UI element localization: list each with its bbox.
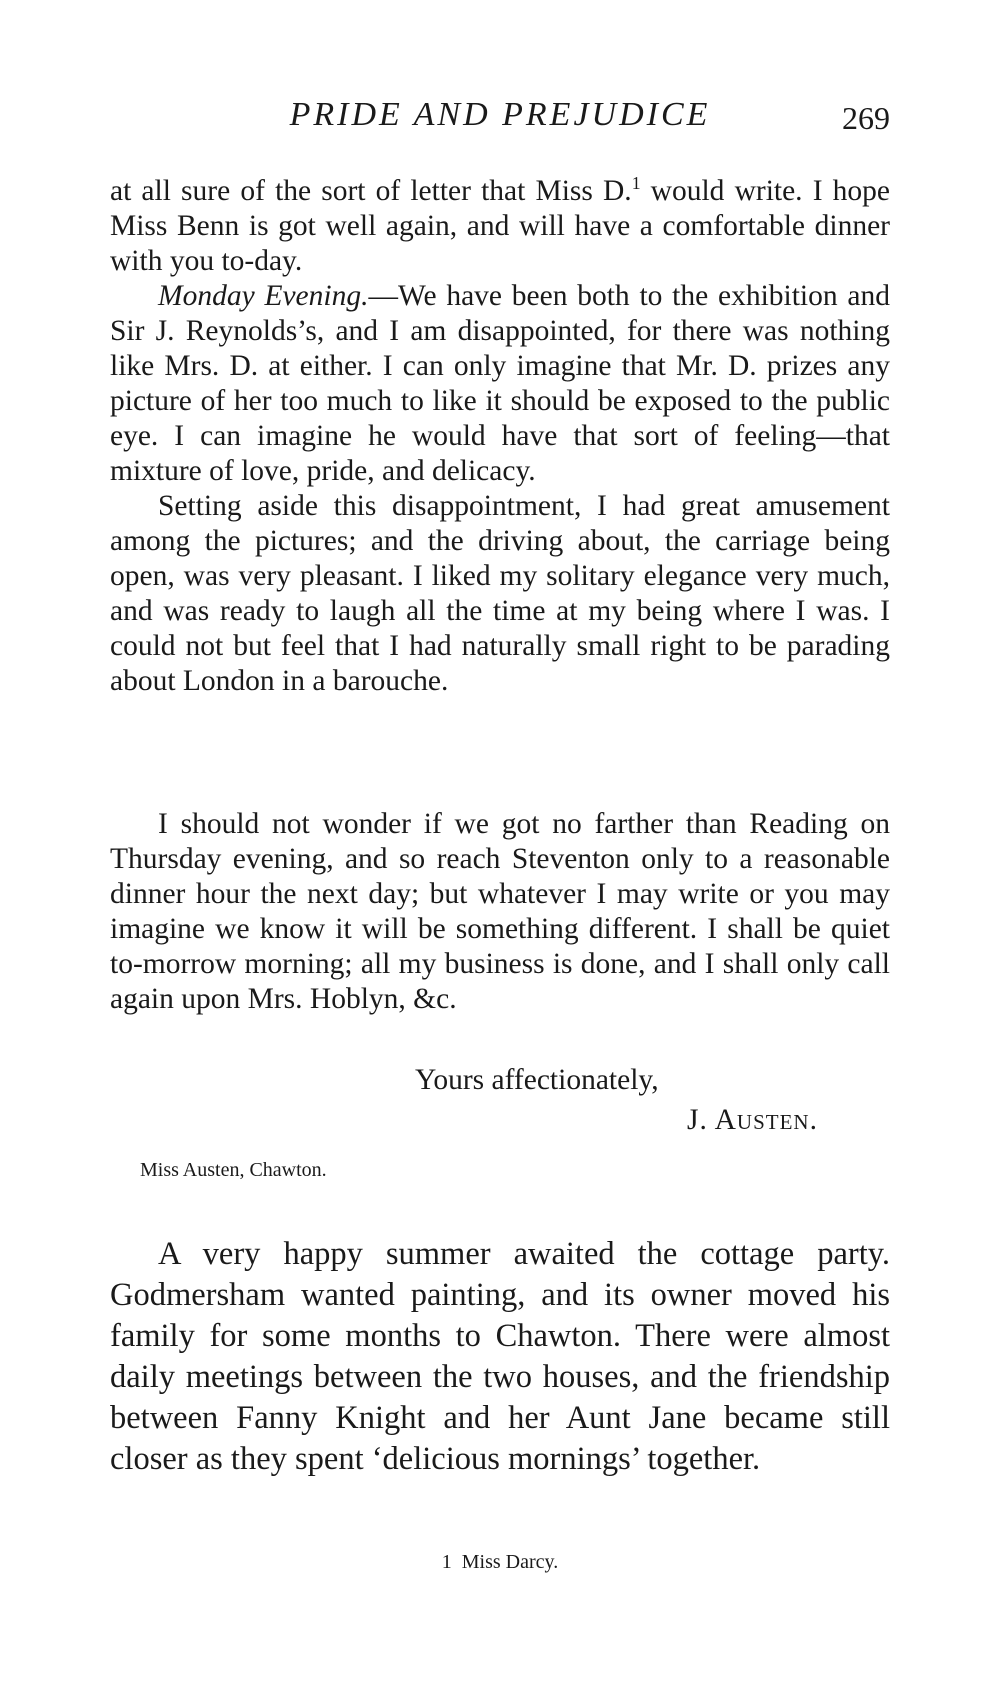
section-heading: Monday Evening. [158, 280, 369, 312]
footnote [0, 1551, 1000, 1574]
letter-paragraph-3: Setting aside this disappointment, I had great amusement among the pictures; and the driving about, the carriage being open, was very pleasant. I liked my solitary elegance very much, and was ready to laugh all the time at my being where I was. I could not but feel that I had naturally small right to be parading about London in a barouche. [110, 490, 890, 697]
running-title: PRIDE AND PREJUDICE [289, 96, 711, 133]
narrative-paragraph: A very happy summer awaited the cottage party. Godmersham wanted painting, and its owner moved his family for some months to Chawton. There were almost daily meetings between the two houses, and the friendship between Fanny Knight and her Aunt Jane became still closer as they spent ‘delicious mornings’ together. [110, 1236, 890, 1477]
footnote-reference: 1 [631, 173, 641, 194]
footnote-marker: 1 [441, 1551, 452, 1573]
paragraph-text: —We have been both to the exhibition and Sir J. Reynolds’s, and I am disappointed, for there was nothing like Mrs. D. at either. I can only imagine that Mr. D. prizes any picture of her too much to like it should be exposed to the public eye. I can imagine he would have that sort of feeling—that mixture of love, pride, and delicacy. [110, 280, 890, 487]
narrative-text [110, 1234, 890, 1480]
letter-address: Miss Austen, Chawton. [140, 1159, 327, 1181]
footnote-text: Miss Darcy. [461, 1551, 559, 1573]
letter-body-upper [110, 174, 890, 699]
letter-paragraph-1 [110, 174, 890, 279]
page-number: 269 [842, 100, 890, 136]
signature: J. Austen. [687, 1104, 818, 1136]
paragraph-text: at all sure of the sort of letter that Miss D. [110, 175, 632, 207]
letter-body-lower [110, 807, 890, 1017]
letter-paragraph-2 [110, 279, 890, 489]
page-header [110, 96, 890, 146]
letter-paragraph-4: I should not wonder if we got no farther than Reading on Thursday evening, and so reach Steventon only to a reasonable dinner hour the next day; but whatever I may write or you may imagine we know it will be something different. I shall be quiet to-morrow morning; all my business is done, and I shall only call again upon Mrs. Hoblyn, &c. [110, 808, 890, 1015]
valediction: Yours affectionately, [415, 1064, 659, 1096]
paragraph-text: would write. I hope Miss Benn is got well again, and will have a comfortable dinner with you to-day. [110, 175, 891, 277]
